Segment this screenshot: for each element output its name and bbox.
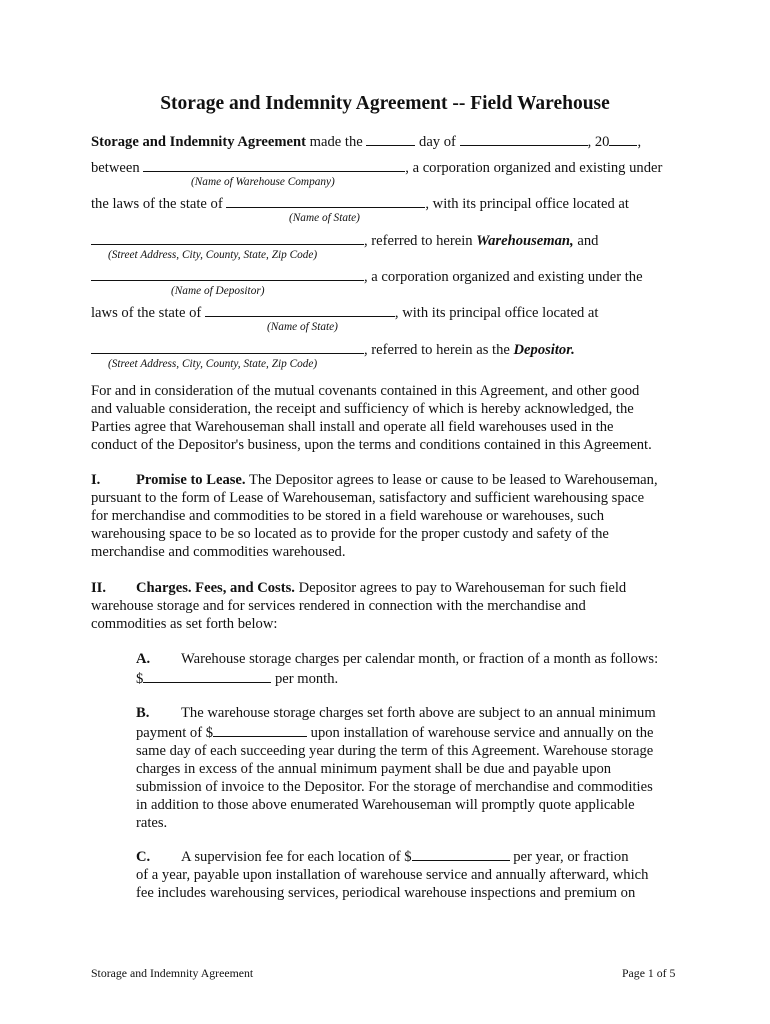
annual-minimum-blank[interactable] (213, 722, 307, 737)
document-title: Storage and Indemnity Agreement -- Field Warehouse (160, 93, 610, 114)
intro-line-4: , referred to herein Warehouseman, and (91, 230, 598, 250)
section-1: I. Promise to Lease. The Depositor agrees to lease or cause to be leased to Warehouseman, pursuant to the form of Lease of Warehouseman, satisfactory and sufficient warehousing space for merchandise and commodities to be stored in a field warehouse or warehouses, such warehousing space to be so located as to provide for the proper custody and safety of the merchandise and commodities warehoused. (91, 472, 658, 560)
consideration-paragraph: For and in consideration of the mutual covenants contained in this Agreement, and other good and valuable consideration, the receipt and sufficiency of which is hereby acknowledged, the Parties agree that Warehouseman shall install and operate all field warehouses used in the conduct of the Depositor's business, upon the terms and conditions contained in this Agreement. (91, 383, 652, 453)
intro-line-6: laws of the state of , with its principal office located at (91, 302, 598, 322)
caption-state-1: (Name of State) (289, 212, 360, 224)
supervision-fee-blank[interactable] (412, 846, 510, 861)
footer-title: Storage and Indemnity Agreement (91, 966, 254, 980)
section-2: II. Charges. Fees, and Costs. Depositor agrees to pay to Warehouseman for such field warehouse storage and for services rendered in connection with the merchandise and commodities as set forth below: (91, 580, 627, 632)
intro-line-1: Storage and Indemnity Agreement made the day of , 20 , (91, 131, 641, 151)
section-1-heading: Promise to Lease. (136, 472, 246, 488)
warehouse-company-blank[interactable] (143, 157, 405, 172)
item-c-label: C. (136, 849, 151, 865)
intro-line-2: between , a corporation organized and existing under (91, 157, 662, 177)
item-b-label: B. (136, 705, 150, 721)
section-1-number: I. (91, 472, 101, 488)
caption-warehouse-company: (Name of Warehouse Company) (191, 176, 335, 188)
section-2-number: II. (91, 580, 107, 596)
intro-line-3: the laws of the state of , with its principal office located at (91, 193, 629, 213)
item-b: B. The warehouse storage charges set forth above are subject to an annual minimum payment of $ upon installation of warehouse service and annually on the same day of each succeeding year during the term of this Agreement. Warehouse storage charges in excess of the annual minimum payment shall be due and payable upon submission of invoice to the Depositor. For the storage of merchandise and commodities in addition to those above enumerated Warehouseman will promptly quote applicable rates. (136, 705, 656, 831)
depositor-address-blank[interactable] (91, 339, 364, 354)
item-c: C. A supervision fee for each location of $ per year, or fraction of a year, payable upon installation of warehouse service and annually afterward, which fee includes warehousing services, periodical warehouse inspections and premium on (136, 846, 696, 902)
item-a: A. Warehouse storage charges per calendar month, or fraction of a month as follows: $ per month. (136, 651, 659, 687)
caption-state-2: (Name of State) (267, 321, 338, 333)
caption-depositor: (Name of Depositor) (171, 285, 265, 297)
item-a-label: A. (136, 651, 151, 667)
monthly-charge-blank[interactable] (143, 668, 271, 683)
agreement-name: Storage and Indemnity Agreement (91, 134, 306, 150)
day-blank[interactable] (366, 131, 415, 146)
year-blank[interactable] (609, 131, 637, 146)
depositor-name-blank[interactable] (91, 266, 364, 281)
warehouse-state-blank[interactable] (226, 193, 425, 208)
intro-line-5: , a corporation organized and existing under the (91, 266, 643, 286)
page-number: Page 1 of 5 (622, 966, 676, 980)
caption-address-2: (Street Address, City, County, State, Zip Code) (108, 358, 318, 370)
depositor-term: Depositor. (513, 342, 575, 358)
section-2-heading: Charges. Fees, and Costs. (136, 580, 295, 596)
warehouseman-term: Warehouseman, (476, 233, 574, 249)
intro-line-7: , referred to herein as the Depositor. (91, 339, 575, 359)
warehouse-address-blank[interactable] (91, 230, 364, 245)
caption-address-1: (Street Address, City, County, State, Zip Code) (108, 249, 318, 261)
depositor-state-blank[interactable] (205, 302, 395, 317)
month-blank[interactable] (460, 131, 588, 146)
